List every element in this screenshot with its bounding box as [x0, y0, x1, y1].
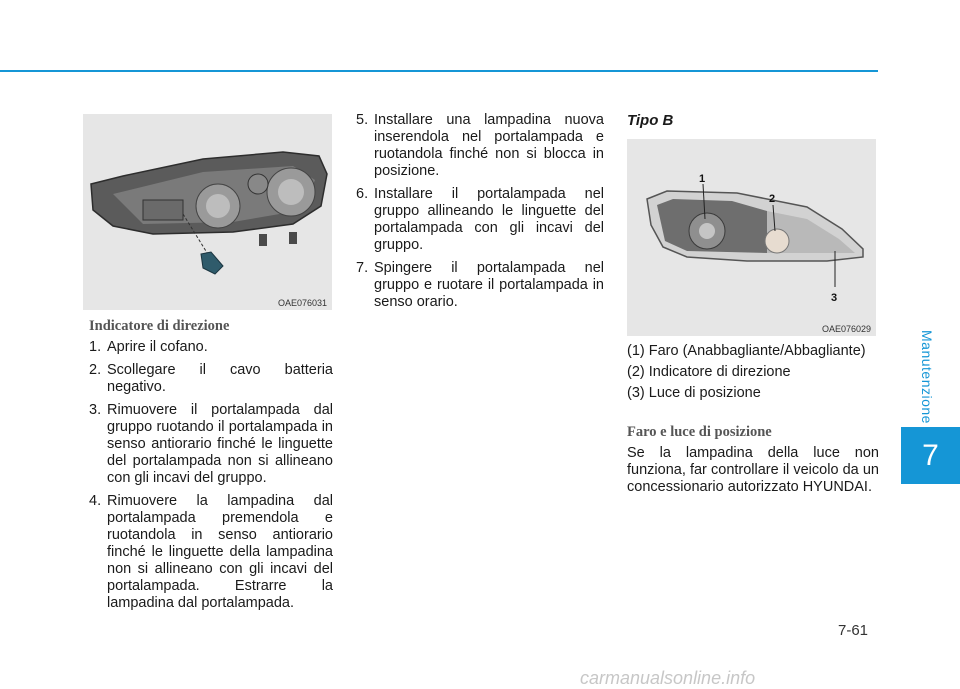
watermark: carmanualsonline.info	[580, 668, 756, 688]
step-item	[89, 339, 333, 356]
figure-code-left: OAE076031	[278, 298, 328, 308]
legend-item: (3) Luce di posizione	[627, 385, 761, 401]
step-item	[356, 112, 604, 180]
right-column	[627, 343, 879, 502]
step-text: Installare una lampadina nuova inserendola nel portalampada e ruotandola finché non si blocca in posizione.	[374, 112, 604, 179]
headlamp-front-figure	[627, 139, 876, 336]
step-text: Rimuovere la lampadina dal portalampada premendola e ruotandola in senso antiorario finché le linguette della lampadina non si allineano con gli incavi del portalampada. Estrarre la lampadina dal portalampada.	[107, 493, 333, 611]
tipo-b-title: Tipo B	[627, 112, 674, 129]
page-number: 7-61	[838, 622, 869, 639]
step-item	[356, 186, 604, 254]
step-number: 3.	[89, 402, 102, 418]
step-text: Spingere il portalampada nel gruppo e ruotare il portalampada in senso orario.	[374, 260, 604, 310]
headlamp-front-illustration	[627, 139, 876, 336]
step-text: Installare il portalampada nel gruppo allineando le linguette del portalampada con gli incavi del gruppo.	[374, 186, 604, 253]
section-heading-turn-signal: Indicatore di direzione	[89, 318, 230, 334]
middle-column	[356, 112, 604, 317]
step-item	[89, 493, 333, 612]
step-number: 2.	[89, 362, 102, 378]
section-heading-headlamp: Faro e luce di posizione	[627, 424, 772, 440]
chapter-number-tab: 7	[901, 427, 960, 484]
step-item	[356, 260, 604, 311]
step-item	[89, 402, 333, 487]
step-number: 6.	[356, 186, 369, 202]
chapter-title: Manutenzione	[919, 330, 935, 424]
step-text: Scollegare il cavo batteria negativo.	[107, 362, 333, 395]
callout-2: 2	[769, 193, 776, 205]
legend-item: (1) Faro (Anabbagliante/Abbagliante)	[627, 343, 866, 359]
step-text: Aprire il cofano.	[107, 339, 208, 355]
header-rule	[0, 70, 878, 72]
callout-1: 1	[699, 173, 706, 185]
paragraph: Se la lampadina della luce non funziona, far controllare il veicolo da un concessionario autorizzato HYUNDAI.	[627, 445, 879, 495]
step-number: 4.	[89, 493, 102, 509]
step-number: 5.	[356, 112, 369, 128]
step-item	[89, 362, 333, 396]
step-number: 1.	[89, 339, 102, 355]
headlamp-rear-figure	[83, 114, 332, 310]
step-number: 7.	[356, 260, 369, 276]
legend-item: (2) Indicatore di direzione	[627, 364, 791, 380]
headlamp-rear-illustration	[83, 114, 332, 310]
left-column	[89, 318, 333, 618]
step-text: Rimuovere il portalampada dal gruppo ruotando il portalampada in senso antiorario finché le linguette del portalampada non si allineano con gli incavi del gruppo.	[107, 402, 333, 486]
figure-code-right: OAE076029	[822, 324, 872, 334]
callout-3: 3	[831, 292, 838, 304]
